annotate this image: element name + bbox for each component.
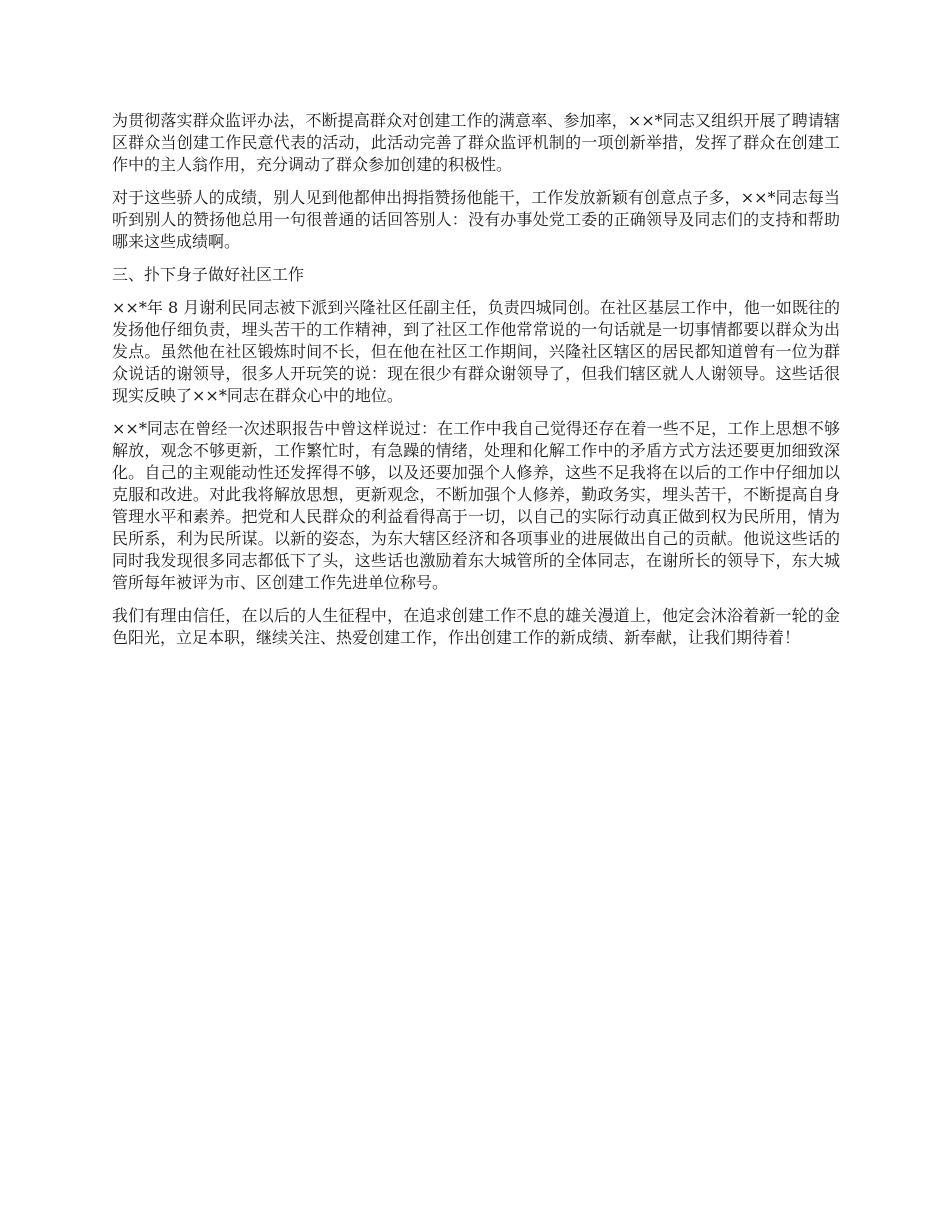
section-heading-3: 三、扑下身子做好社区工作	[112, 265, 305, 284]
paragraph-closing: 我们有理由信任，在以后的人生征程中，在追求创建工作不息的雄关漫道上，他定会沐浴着新一轮的金色阳光，立足本职，继续关注、热爱创建工作，作出创建工作的新成绩、新奉献，让我们期待着！	[112, 606, 840, 647]
paragraph-achievements: 对于这些骄人的成绩，别人见到他都伸出拇指赞扬他能干，工作发放新颖有创意点子多，××*同志每当听到别人的赞扬他总用一句很普通的话回答别人：没有办事处党工委的正确领导及同志们的支持和帮助哪来这些成绩啊。	[112, 188, 840, 251]
paragraph-supervision: 为贯彻落实群众监评办法，不断提高群众对创建工作的满意率、参加率，××*同志又组织开展了聘请辖区群众当创建工作民意代表的活动，此活动完善了群众监评机制的一项创新举措，发挥了群众在创建工作中的主人翁作用，充分调动了群众参加创建的积极性。	[112, 111, 840, 174]
document-body	[112, 110, 840, 660]
paragraph-report: ××*同志在曾经一次述职报告中曾这样说过：在工作中我自己觉得还存在着一些不足，工作上思想不够解放，观念不够更新，工作繁忙时，有急躁的情绪，处理和化解工作中的矛盾方式方法还要更加细致深化。自己的主观能动性还发挥得不够，以及还要加强个人修养，这些不足我将在以后的工作中仔细加以克服和改进。对此我将解放思想，更新观念，不断加强个人修养，勤政务实，埋头苦干，不断提高自身管理水平和素养。把党和人民群众的利益看得高于一切，以自己的实际行动真正做到权为民所用，情为民所系，利为民所谋。以新的姿态，为东大辖区经济和各项事业的进展做出自己的贡献。他说这些话的同时我发现很多同志都低下了头，这些话也激励着东大城管所的全体同志，在谢所长的领导下，东大城管所每年被评为市、区创建工作先进单位称号。	[112, 419, 840, 592]
paragraph-community-work: ××*年 8 月谢利民同志被下派到兴隆社区任副主任，负责四城同创。在社区基层工作中，他一如既往的发扬他仔细负责，埋头苦干的工作精神，到了社区工作他常常说的一句话就是一切事情都要以群众为出发点。虽然他在社区锻炼时间不长，但在他在社区工作期间，兴隆社区辖区的居民都知道曾有一位为群众说话的谢领导，很多人开玩笑的说：现在很少有群众谢领导了，但我们辖区就人人谢领导。这些话很现实反映了××*同志在群众心中的地位。	[112, 298, 840, 405]
